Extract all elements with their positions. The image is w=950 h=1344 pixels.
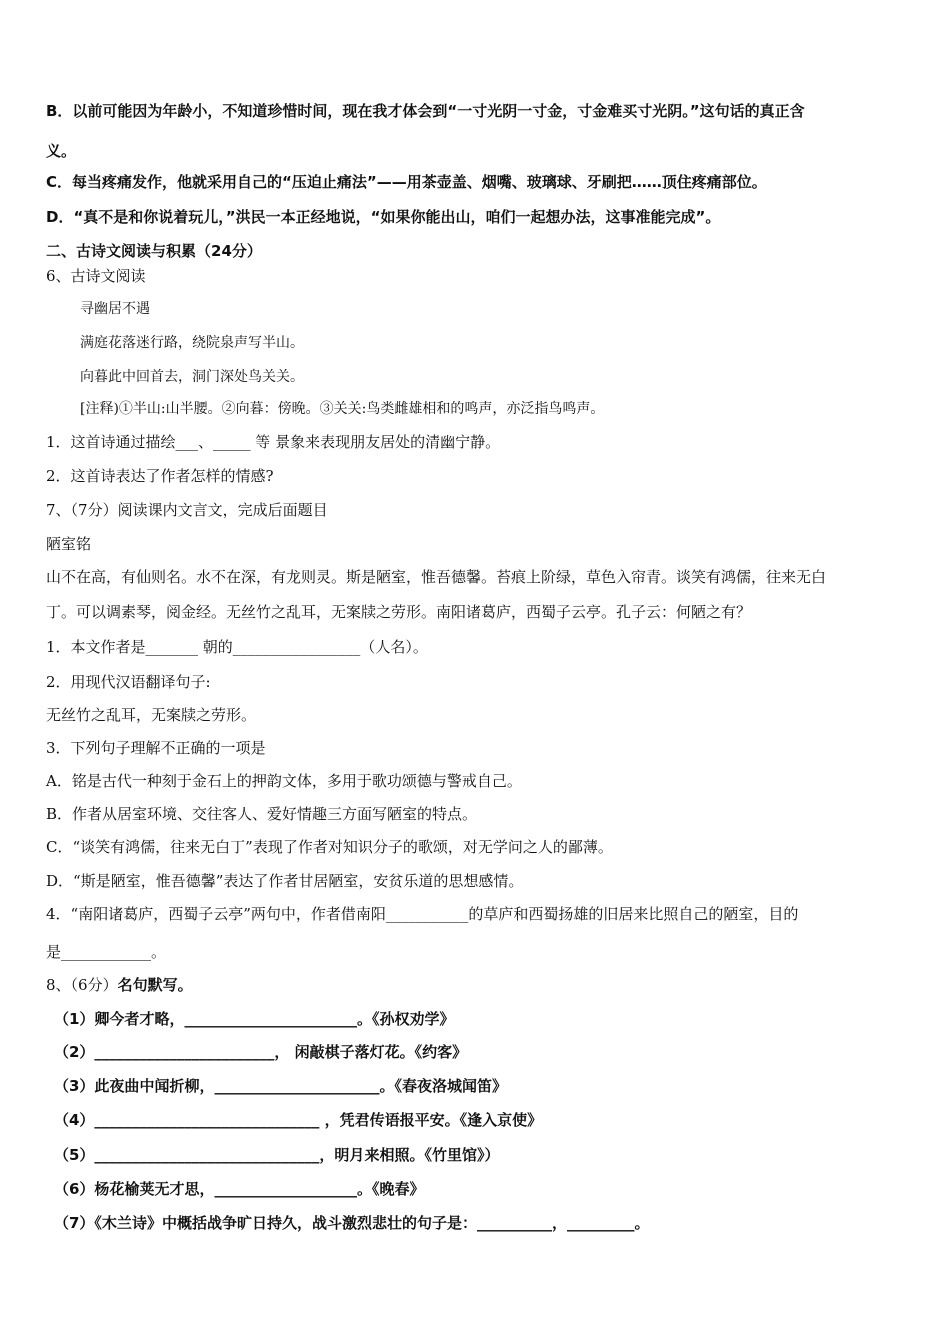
q7-text-title: 陋室铭 xyxy=(46,535,92,553)
q7-sub2-sentence: 无丝竹之乱耳，无案牍之劳形。 xyxy=(46,706,257,724)
q6-sub1: 1．这首诗通过描绘___、_____ 等 景象来表现朋友居处的清幽宁静。 xyxy=(46,433,501,451)
section-heading: 二、古诗文阅读与积累（24分） xyxy=(46,242,262,260)
q7-sub4-line1: 4．“南阳诸葛庐，西蜀子云亭”两句中，作者借南阳___________的草庐和西蜀扬雄的旧居来比照自己的陋室，目的 xyxy=(46,905,799,923)
q8-title-prefix: 8、（6分） xyxy=(46,976,118,994)
poem-title: 寻幽居不遇 xyxy=(80,301,150,317)
q7-sub2: 2．用现代汉语翻译句子: xyxy=(46,673,211,691)
q7-sub3: 3．下列句子理解不正确的一项是 xyxy=(46,739,266,757)
q8-line-5: （5）______________________________，明月来相照。《竹里馆》） xyxy=(54,1146,500,1164)
q8-title-bold: 名句默写。 xyxy=(117,976,193,994)
q7-passage-1: 山不在高，有仙则名。水不在深，有龙则灵。斯是陋室，惟吾德馨。苔痕上阶绿，草色入帘青。谈笑有鸿儒，往来无白 xyxy=(46,568,827,586)
q8-line-2: （2）________________________， 闲敲棋子落灯花。《约客》 xyxy=(54,1043,468,1061)
q8-line-6: （6）杨花榆荚无才思，___________________。《晚春》 xyxy=(54,1180,425,1198)
q6-sub2: 2．这首诗表达了作者怎样的情感? xyxy=(46,467,274,485)
option-b-line2: 义。 xyxy=(46,142,77,160)
q8-line-4: （4）______________________________ ，凭君传语报平安。《逢入京使》 xyxy=(54,1111,543,1129)
q7-option-a: A．铭是古代一种刻于金石上的押韵文体，多用于歌功颂德与警戒自己。 xyxy=(46,772,522,790)
q7-option-b: B．作者从居室环境、交往客人、爱好情趣三方面写陋室的特点。 xyxy=(46,805,478,823)
poem-line-2: 向暮此中回首去，洞门深处鸟关关。 xyxy=(80,369,304,385)
q7-title: 7、（7分）阅读课内文言文，完成后面题目 xyxy=(46,501,328,519)
q8-line-7: （7）《木兰诗》中概括战争旷日持久，战斗激烈悲壮的句子是：__________，_________。 xyxy=(54,1214,650,1232)
option-c: C．每当疼痛发作，他就采用自己的“压迫止痛法”——用茶壶盖、烟嘴、玻璃球、牙刷把……顶住疼痛部位。 xyxy=(46,173,767,191)
q8-title xyxy=(46,975,193,995)
option-b-line1: B．以前可能因为年龄小，不知道珍惜时间，现在我才体会到“一寸光阴一寸金，寸金难买寸光阴。”这句话的真正含 xyxy=(46,102,805,120)
poem-note: [注释)①半山:山半腰。②向暮：傍晚。③关关:鸟类雌雄相和的鸣声，亦泛指鸟鸣声。 xyxy=(80,401,605,417)
q7-sub4-line2: 是____________。 xyxy=(46,943,167,961)
q7-sub1: 1．本文作者是_______ 朝的_________________（人名）。 xyxy=(46,638,428,656)
q8-line-3: （3）此夜曲中闻折柳，______________________。《春夜洛城闻笛》 xyxy=(54,1077,507,1095)
option-d: D．“真不是和你说着玩儿，”洪民一本正经地说，“如果你能出山，咱们一起想办法，这事准能完成”。 xyxy=(46,208,721,226)
q8-line-1: （1）卿今者才略，_______________________。《孙权劝学》 xyxy=(54,1010,455,1028)
poem-line-1: 满庭花落迷行路，绕院泉声写半山。 xyxy=(80,335,304,351)
q7-option-c: C．“谈笑有鸿儒，往来无白丁”表现了作者对知识分子的歌颂，对无学问之人的鄙薄。 xyxy=(46,838,613,856)
q7-option-d: D．“斯是陋室，惟吾德馨”表达了作者甘居陋室，安贫乐道的思想感情。 xyxy=(46,872,524,890)
q7-passage-2: 丁。可以调素琴，阅金经。无丝竹之乱耳，无案牍之劳形。南阳诸葛庐，西蜀子云亭。孔子云：何陋之有？ xyxy=(46,603,752,621)
q6-title: 6、古诗文阅读 xyxy=(46,267,146,285)
